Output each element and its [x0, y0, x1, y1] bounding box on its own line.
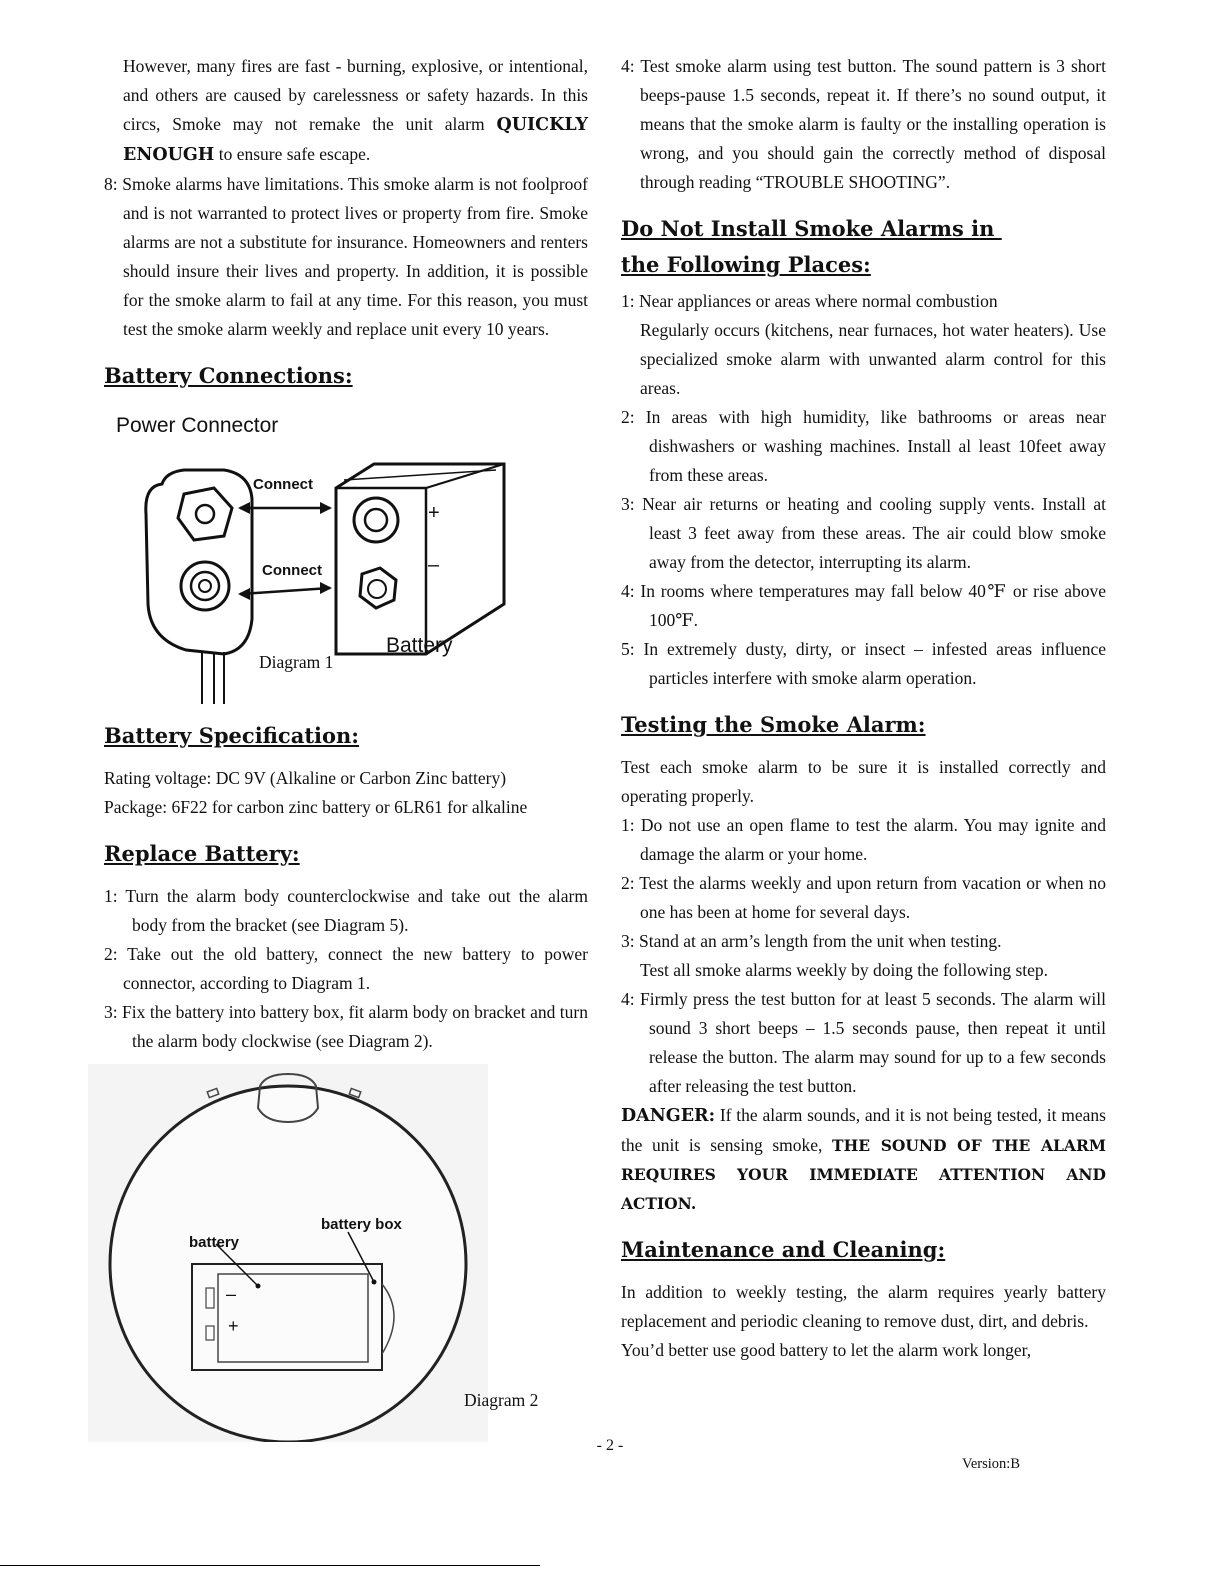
rating-voltage: Rating voltage: DC 9V (Alkaline or Carbon Zinc battery) — [104, 768, 507, 788]
version-label: Version:B — [962, 1456, 1020, 1472]
battery-specification-heading: Battery Specification: — [104, 723, 360, 748]
battery-connections-heading: Battery Connections: — [104, 363, 353, 388]
replace-step-3: 3: Fix the battery into battery box, fit alarm body on bracket and turn the alarm body clockwise (see Diagram 2). — [104, 1002, 588, 1051]
replace-step-1: 1: Turn the alarm body counterclockwise and take out the alarm body from the bracket (see Diagram 5). — [104, 886, 588, 935]
testing-note: Test all smoke alarms weekly by doing the following step. — [640, 960, 1049, 980]
power-connector-label: Power Connector — [116, 414, 279, 437]
place-4: 4: In rooms where temperatures may fall below 40℉ or rise above 100℉. — [621, 581, 1106, 630]
left-column — [104, 52, 588, 1442]
page-number: - 2 - — [596, 1437, 624, 1454]
danger-paragraph — [621, 1101, 1106, 1218]
battery-label: Battery — [386, 634, 453, 657]
bottom-rule — [0, 1565, 540, 1566]
intro-tail: to ensure safe escape. — [214, 144, 371, 164]
testing-heading: Testing the Smoke Alarm: — [621, 712, 926, 737]
intro-paragraph — [104, 52, 588, 170]
battery-label-diagram2: battery — [189, 1234, 240, 1251]
intro-emphasis: QUICKLY ENOUGH — [123, 115, 588, 165]
do-not-install-heading-line2: the Following Places: — [621, 252, 871, 277]
testing-step-2: 2: Test the alarms weekly and upon return from vacation or when no one has been at home for several days. — [621, 873, 1106, 922]
testing-step-4: 4: Firmly press the test button for at least 5 seconds. The alarm will sound 3 short beeps – 1.5 seconds pause, then repeat it until release the button. The alarm may sound for up to a few seconds after releasing the test button. — [621, 989, 1106, 1096]
replace-battery-heading: Replace Battery: — [104, 841, 300, 866]
plus-label-diagram2: + — [228, 1316, 239, 1336]
connect-bottom-label: Connect — [262, 562, 322, 579]
plus-label: + — [428, 502, 440, 524]
place-2: 2: In areas with high humidity, like bathrooms or areas near dishwashers or washing machines. Install al least 10feet away from these areas. — [621, 407, 1106, 485]
alarm-base-illustration — [88, 1064, 568, 1442]
test-item-4: 4: Test smoke alarm using test button. The sound pattern is 3 short beeps-pause 1.5 seconds, repeat it. If there’s no sound output, it means that the smoke alarm is faulty or the installing operation is wrong, and you should gain the correctly method of disposal through reading “TROUBLE SHOOTING”. — [621, 56, 1106, 192]
right-column — [621, 52, 1106, 1365]
replace-step-2: 2: Take out the old battery, connect the new battery to power connector, according to Diagram 1. — [104, 944, 588, 993]
minus-label-diagram2: – — [226, 1284, 237, 1304]
package-spec: Package: 6F22 for carbon zinc battery or 6LR61 for alkaline — [104, 797, 528, 817]
diagram-2-caption: Diagram 2 — [464, 1390, 539, 1410]
maintenance-last-line: You’d better use good battery to let the alarm work longer, — [621, 1340, 1032, 1360]
place-1-rest: Regularly occurs (kitchens, near furnaces, hot water heaters). Use specialized smoke alarm with unwanted alarm control for this areas. — [640, 320, 1106, 398]
connect-top-label: Connect — [253, 476, 313, 493]
diagram-1 — [104, 404, 588, 704]
do-not-install-heading-line1: Do Not Install Smoke Alarms in — [621, 216, 1002, 241]
maintenance-heading: Maintenance and Cleaning: — [621, 1237, 946, 1262]
item-8: 8: Smoke alarms have limitations. This smoke alarm is not foolproof and is not warranted to protect lives or property from fire. Smoke alarms are not a substitute for insurance. Homeowners and renters should insure their lives and property. In addition, it is possible for the smoke alarm to fail at any time. For this reason, you must test the smoke alarm weekly and replace unit every 10 years. — [104, 174, 588, 339]
danger-caps: THE SOUND OF THE ALARM REQUIRES YOUR IMMEDIATE ATTENTION AND ACTION. — [621, 1136, 1106, 1213]
place-3: 3: Near air returns or heating and cooling supply vents. Install at least 3 feet away from these areas. The air could blow smoke away from the detector, interrupting its alarm. — [621, 494, 1106, 572]
testing-intro: Test each smoke alarm to be sure it is installed correctly and operating properly. — [621, 757, 1106, 806]
testing-step-3: 3: Stand at an arm’s length from the unit when testing. — [621, 931, 1002, 951]
intro-text: However, many fires are fast - burning, explosive, or intentional, and others are caused by carelessness or safety hazards. In this circs, Smoke may not remake the unit alarm — [123, 56, 588, 134]
minus-label: – — [428, 554, 440, 576]
place-5: 5: In extremely dusty, dirty, or insect – infested areas influence particles interfere with smoke alarm operation. — [621, 639, 1106, 688]
diagram-2 — [88, 1064, 588, 1442]
place-1-first: 1: Near appliances or areas where normal combustion — [621, 291, 998, 311]
testing-step-1: 1: Do not use an open flame to test the alarm. You may ignite and damage the alarm or your home. — [621, 815, 1106, 864]
battery-box-label: battery box — [321, 1216, 402, 1233]
maintenance-paragraph: In addition to weekly testing, the alarm requires yearly battery replacement and periodic cleaning to remove dust, dirt, and debris. — [621, 1282, 1106, 1331]
diagram-1-caption: Diagram 1 — [259, 652, 334, 672]
danger-text: If the alarm sounds, and it is not being tested, it means the unit is sensing smoke, — [621, 1105, 1106, 1155]
danger-label: DANGER: — [621, 1106, 716, 1126]
